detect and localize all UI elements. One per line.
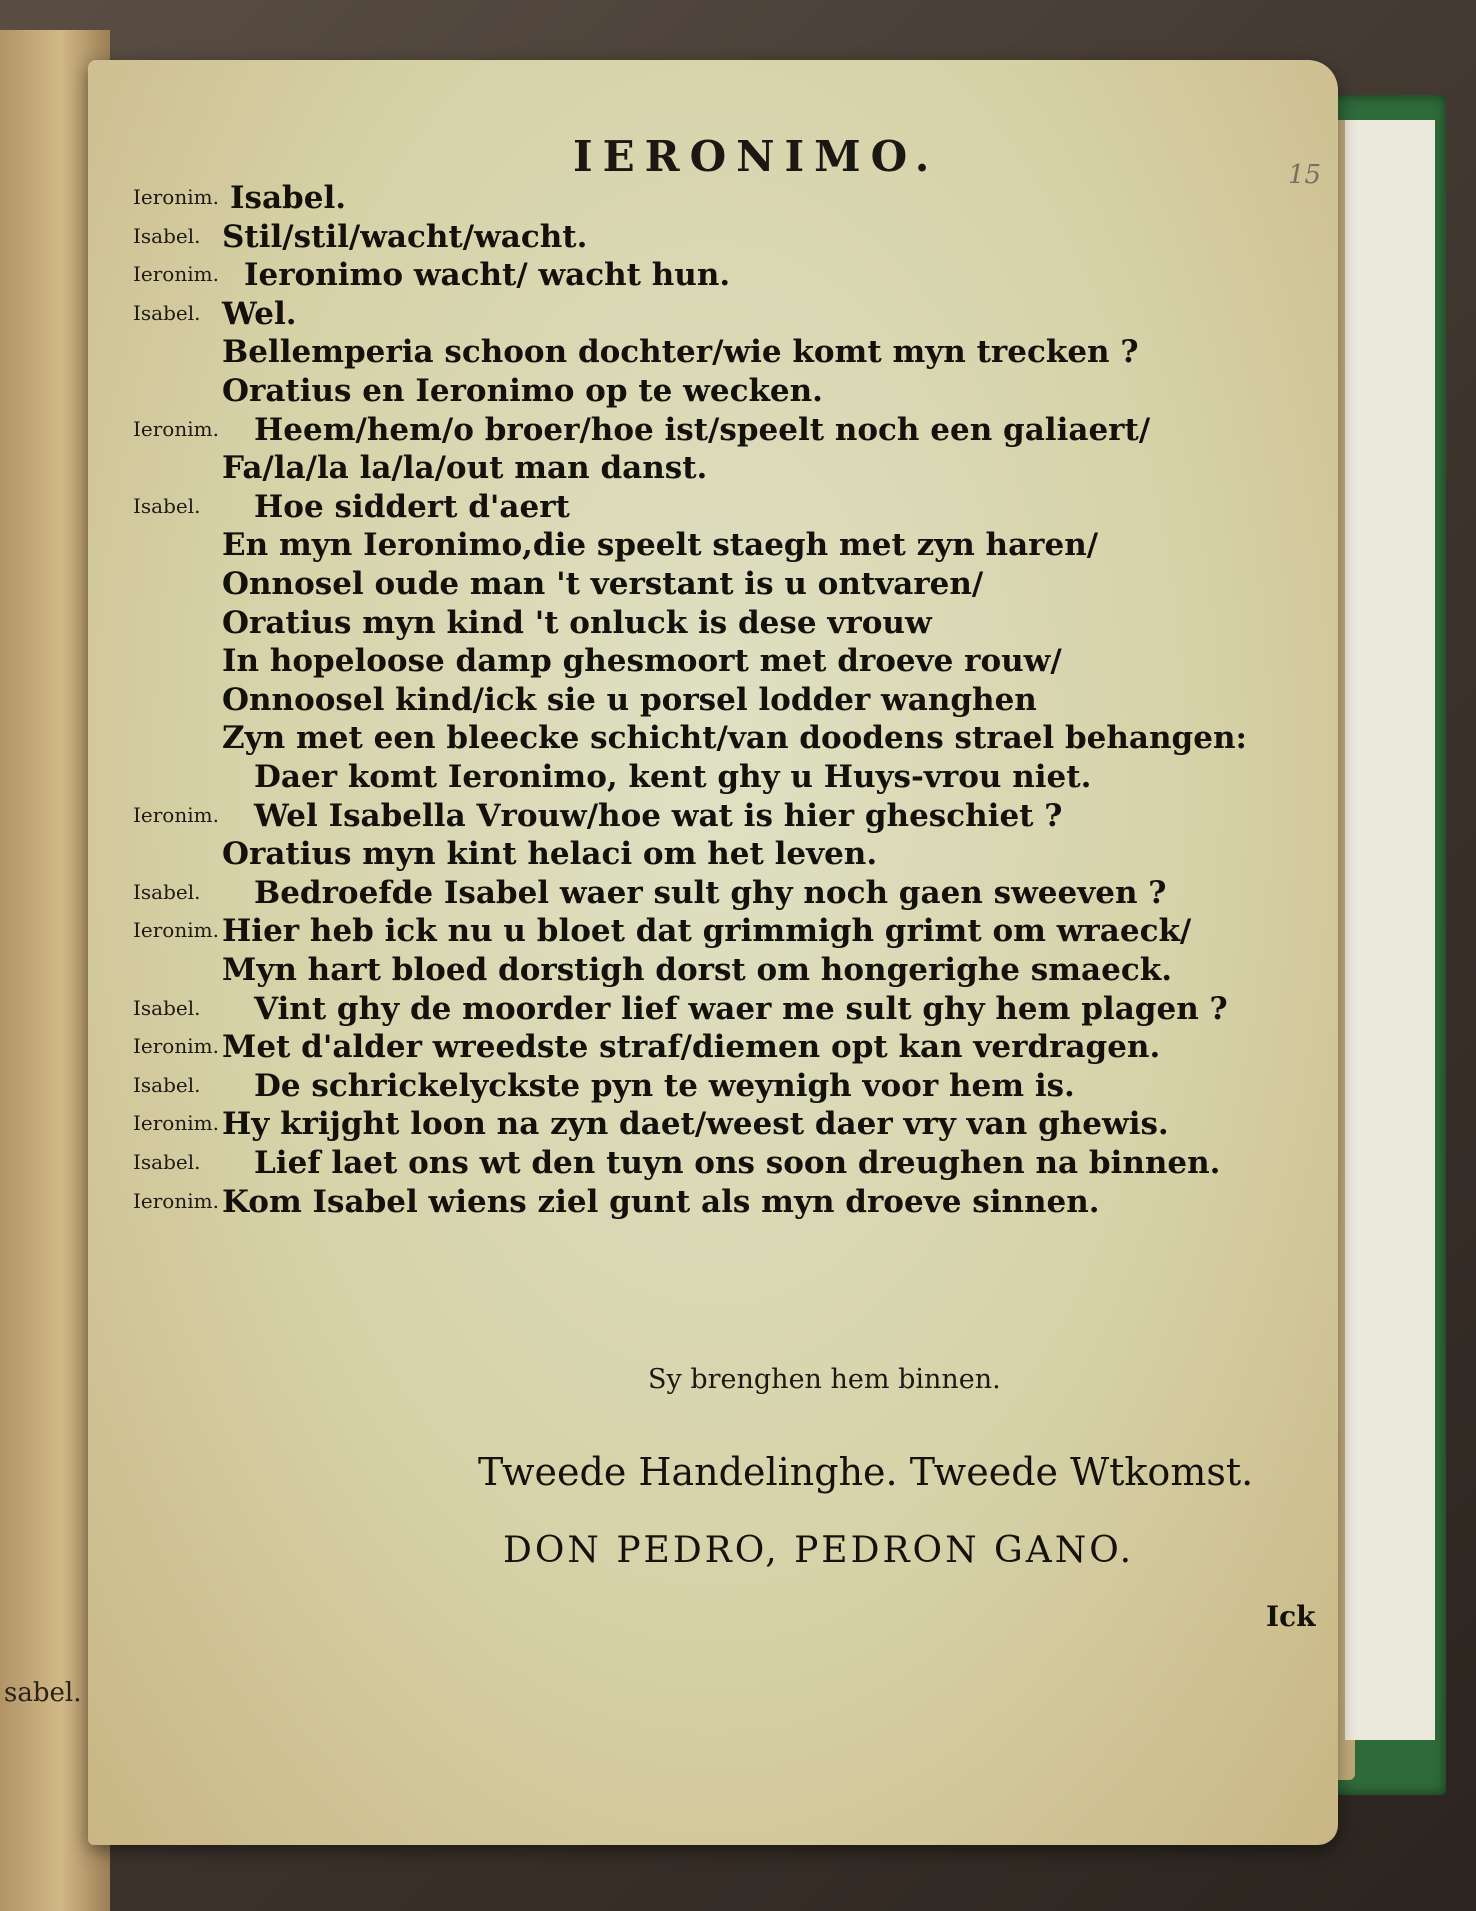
verse-line: Onnoosel kind/ick sie u porsel lodder wanghen bbox=[222, 682, 1037, 718]
page-number: 15 bbox=[1288, 160, 1322, 190]
stage-direction: Sy brenghen hem binnen. bbox=[648, 1364, 1001, 1395]
speaker-label: Ieronim. bbox=[133, 803, 219, 827]
verse-line: Wel Isabella Vrouw/hoe wat is hier gheschiet ? bbox=[254, 798, 1063, 834]
verse-line: Zyn met een bleecke schicht/van doodens strael behangen: bbox=[222, 720, 1247, 756]
verse-line: Oratius en Ieronimo op te wecken. bbox=[222, 373, 823, 409]
verse-line: Oratius myn kind 't onluck is dese vrouw bbox=[222, 605, 932, 641]
verse-line: Bellemperia schoon dochter/wie komt myn trecken ? bbox=[222, 334, 1139, 370]
verse-line: Bedroefde Isabel waer sult ghy noch gaen sweeven ? bbox=[254, 875, 1167, 911]
speaker-label: Isabel. bbox=[133, 1073, 201, 1097]
scene-characters: DON PEDRO, PEDRON GANO. bbox=[503, 1530, 1135, 1571]
verse-line: Heem/hem/o broer/hoe ist/speelt noch een galiaert/ bbox=[254, 412, 1151, 448]
verse-line: Kom Isabel wiens ziel gunt als myn droeve sinnen. bbox=[222, 1184, 1100, 1220]
speaker-label: Ieronim. bbox=[133, 1034, 219, 1058]
book-page bbox=[88, 60, 1338, 1845]
verse-line: De schrickelyckste pyn te weynigh voor hem is. bbox=[254, 1068, 1075, 1104]
verse-line: Vint ghy de moorder lief waer me sult ghy hem plagen ? bbox=[254, 991, 1228, 1027]
speaker-label: Isabel. bbox=[133, 880, 201, 904]
catchword: Ick bbox=[1266, 1600, 1316, 1633]
speaker-label: Ieronim. bbox=[133, 417, 219, 441]
verse-line: Myn hart bloed dorstigh dorst om hongerighe smaeck. bbox=[222, 952, 1173, 988]
verse-line: Hier heb ick nu u bloet dat grimmigh grimt om wraeck/ bbox=[222, 913, 1192, 949]
speaker-label: Isabel. bbox=[133, 301, 201, 325]
verse-line: Ieronimo wacht/ wacht hun. bbox=[244, 257, 731, 293]
left-page-fragment: sabel. bbox=[4, 1678, 82, 1708]
verse-line: Wel. bbox=[222, 296, 297, 332]
running-head: IERONIMO. bbox=[573, 132, 940, 181]
verse-line: Isabel. bbox=[230, 180, 347, 216]
speaker-label: Ieronim. bbox=[133, 262, 219, 286]
verse-line: En myn Ieronimo,die speelt staegh met zyn haren/ bbox=[222, 527, 1099, 563]
speaker-label: Isabel. bbox=[133, 224, 201, 248]
speaker-label: Ieronim. bbox=[133, 185, 219, 209]
speaker-label: Isabel. bbox=[133, 494, 201, 518]
verse-line: In hopeloose damp ghesmoort met droeve rouw/ bbox=[222, 643, 1062, 679]
verse-line: Lief laet ons wt den tuyn ons soon dreughen na binnen. bbox=[254, 1145, 1221, 1181]
speaker-label: Isabel. bbox=[133, 1150, 201, 1174]
verse-line: Oratius myn kint helaci om het leven. bbox=[222, 836, 878, 872]
verse-line: Met d'alder wreedste straf/diemen opt kan verdragen. bbox=[222, 1029, 1161, 1065]
act-heading: Tweede Handelinghe. Tweede Wtkomst. bbox=[478, 1450, 1254, 1494]
verse-line: Daer komt Ieronimo, kent ghy u Huys-vrou niet. bbox=[254, 759, 1092, 795]
speaker-label: Ieronim. bbox=[133, 1111, 219, 1135]
speaker-label: Ieronim. bbox=[133, 918, 219, 942]
verse-line: Hy krijght loon na zyn daet/weest daer vry van ghewis. bbox=[222, 1106, 1169, 1142]
speaker-label: Isabel. bbox=[133, 996, 201, 1020]
verse-line: Hoe siddert d'aert bbox=[254, 489, 570, 525]
endpaper bbox=[1345, 120, 1435, 1740]
speaker-label: Ieronim. bbox=[133, 1189, 219, 1213]
verse-line: Stil/stil/wacht/wacht. bbox=[222, 219, 588, 255]
verse-line: Onnosel oude man 't verstant is u ontvaren/ bbox=[222, 566, 984, 602]
verse-line: Fa/la/la la/la/out man danst. bbox=[222, 450, 708, 486]
